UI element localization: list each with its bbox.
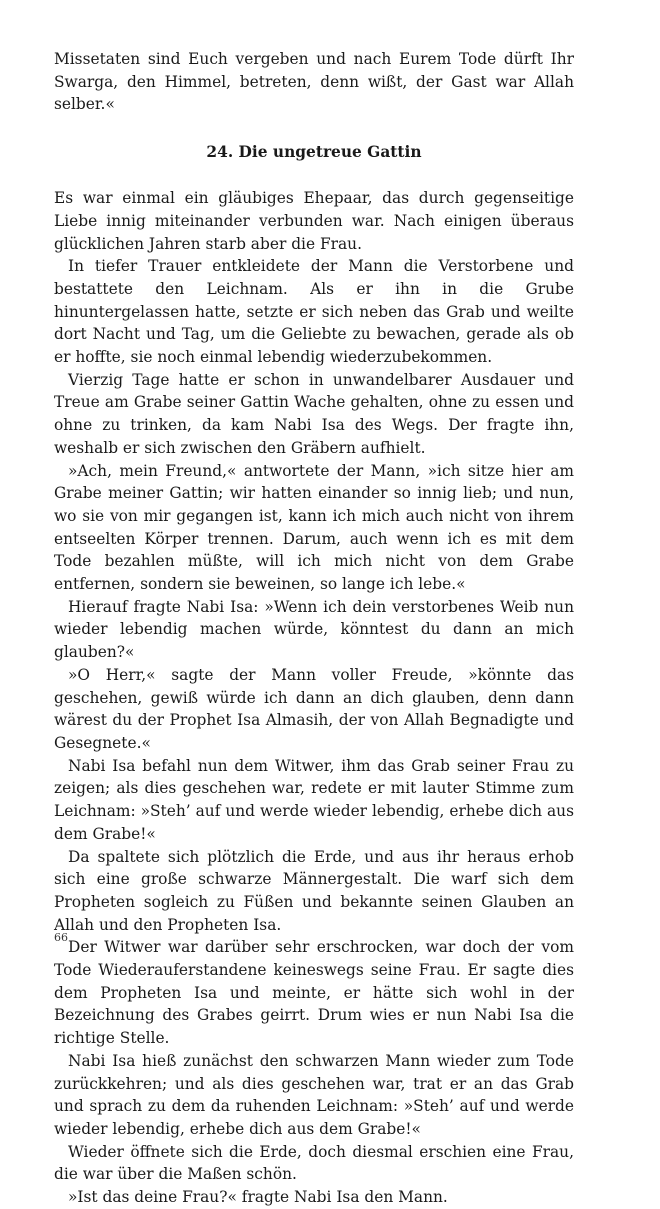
paragraph: Der Witwer war darüber sehr erschrocken, war doch der vom Tode Wiederauferstandene keineswegs seine Frau. Er sagte dies dem Propheten Isa und meinte, er hätte sich wohl in der Bezeichnung des Grabes geirrt. Drum wies er nun Nabi Isa die richtige Stelle. xyxy=(54,938,574,1048)
paragraph: Wieder öffnete sich die Erde, doch diesmal erschien eine Frau, die war über die Maßen schön. xyxy=(54,1142,574,1184)
chapter-heading: 24. Die ungetreue Gattin xyxy=(206,143,422,162)
paragraph: »Ach, mein Freund,« antwortete der Mann, »ich sitze hier am Grabe meiner Gattin; wir hatten einander so innig lieb; und nun, wo sie von mir gegangen ist, kann ich mich auch nicht von ihrem entseelten Körper trennen. Darum, auch wenn ich es mit dem Tode bezahlen müßte, will ich mich nicht von dem Grabe entfernen, sondern sie beweinen, so lange ich lebe.« xyxy=(54,461,574,594)
text-block xyxy=(54,48,574,1209)
paragraph: Vierzig Tage hatte er schon in unwandelbarer Ausdauer und Treue am Grabe seiner Gattin Wache gehalten, ohne zu essen und ohne zu trinken, da kam Nabi Isa des Wegs. Der fragte ihn, weshalb er sich zwischen den Gräbern aufhielt. xyxy=(54,370,574,457)
paragraph: Hierauf fragte Nabi Isa: »Wenn ich dein verstorbenes Weib nun wieder lebendig machen würde, könntest du dann an mich glauben?« xyxy=(54,597,574,662)
page-body xyxy=(54,48,574,1209)
paragraph: »Ist das deine Frau?« fragte Nabi Isa den Mann. xyxy=(68,1188,448,1207)
paragraph: In tiefer Trauer entkleidete der Mann die Verstorbene und bestattete den Leichnam. Als er ihn in die Grube hinuntergelassen hatte, setzte er sich neben das Grab und weilte dort Nacht und Tag, um die Geliebte zu bewachen, gerade als ob er hoffte, sie noch einmal lebendig wiederzubekommen. xyxy=(54,257,574,367)
paragraph: Da spaltete sich plötzlich die Erde, und aus ihr heraus erhob sich eine große schwarze Männergestalt. Die warf sich dem Propheten sogleich zu Füßen und bekannte seinen Glauben an Allah und den Propheten Isa. xyxy=(54,847,574,934)
paragraph: »O Herr,« sagte der Mann voller Freude, »könnte das geschehen, gewiß würde ich dann an dich glauben, denn dann wärest du der Prophet Isa Almasih, der von Allah Begnadigte und Gesegnete.« xyxy=(54,665,574,752)
paragraph: Nabi Isa hieß zunächst den schwarzen Mann wieder zum Tode zurückkehren; und als dies geschehen war, trat er an das Grab und sprach zu dem da ruhenden Leichnam: »Steh’ auf und werde wieder lebendig, erhebe dich aus dem Grabe!« xyxy=(54,1051,574,1138)
paragraph: Es war einmal ein gläubiges Ehepaar, das durch gegenseitige Liebe innig miteinander verbunden war. Nach einigen überaus glücklichen Jahren starb aber die Frau. xyxy=(54,189,574,253)
page-number: 66 xyxy=(54,931,68,944)
paragraph: Nabi Isa befahl nun dem Witwer, ihm das Grab seiner Frau zu zeigen; als dies geschehen war, redete er mit lauter Stimme zum Leichnam: »Steh’ auf und werde wieder lebendig, erhebe dich aus dem Grabe!« xyxy=(54,756,574,843)
intro-paragraph: Missetaten sind Euch vergeben und nach Eurem Tode dürft Ihr Swarga, den Himmel, betreten, denn wißt, der Gast war Allah selber.« xyxy=(54,50,574,114)
